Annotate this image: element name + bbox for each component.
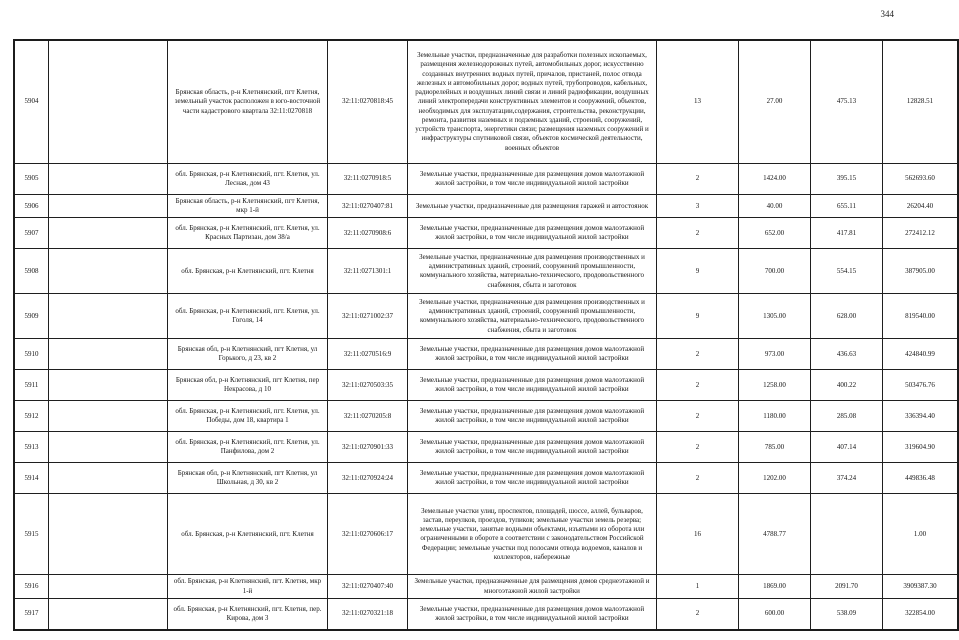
row-number-cell: 5908 [14, 249, 49, 294]
table-row [14, 432, 958, 463]
location-cell: обл. Брянская, р-н Клетнянский, пгт. Клетня, мкр 1-й [168, 575, 328, 598]
table-row [14, 218, 958, 249]
empty-cell [49, 401, 168, 432]
land-use-description-cell: Земельные участки, предназначенные для размещения домов малоэтажной жилой застройки, в том числе индивидуальной жилой застройки [408, 218, 657, 249]
table-row [14, 195, 958, 218]
table-row [14, 249, 958, 294]
count-cell: 2 [657, 463, 739, 494]
cadastral-value-cell: 424840.99 [883, 339, 959, 370]
cadastral-value-cell: 449836.48 [883, 463, 959, 494]
cadastral-table [13, 39, 959, 631]
area-cell: 4788.77 [739, 494, 811, 575]
specific-value-cell: 417.81 [811, 218, 883, 249]
land-use-description-cell: Земельные участки, предназначенные для размещения домов малоэтажной жилой застройки, в том числе индивидуальной жилой застройки [408, 598, 657, 630]
row-number-cell: 5914 [14, 463, 49, 494]
area-cell: 700.00 [739, 249, 811, 294]
land-use-description-cell: Земельные участки улиц, проспектов, площадей, шоссе, аллей, бульваров, застав, переулков, проездов, тупиков; земельные участки земель резерва; земельные участки, занятые водными объектами, изъятыми из оборота или ограниченными в обороте в соответствии с законодательством Российской Федерации; земельные участки под полосами отвода водоемов, каналов и коллекторов, набережные [408, 494, 657, 575]
count-cell: 2 [657, 598, 739, 630]
area-cell: 1180.00 [739, 401, 811, 432]
specific-value-cell: 285.08 [811, 401, 883, 432]
location-cell: обл. Брянская, р-н Клетнянский, пгт. Клетня, ул. Гоголя, 14 [168, 294, 328, 339]
cadastral-number-cell: 32:11:0271002:37 [328, 294, 408, 339]
cadastral-table-wrap [13, 39, 937, 631]
cadastral-number-cell: 32:11:0270918:5 [328, 164, 408, 195]
specific-value-cell: 655.11 [811, 195, 883, 218]
location-cell: Брянская обл, р-н Клетнянский, пгт Клетня, ул Горького, д 23, кв 2 [168, 339, 328, 370]
table-row [14, 164, 958, 195]
row-number-cell: 5906 [14, 195, 49, 218]
empty-cell [49, 195, 168, 218]
cadastral-value-cell: 336394.40 [883, 401, 959, 432]
cadastral-number-cell: 32:11:0270516:9 [328, 339, 408, 370]
location-cell: обл. Брянская, р-н Клетнянский, пгт. Клетня, ул. Победы, дом 18, квартира 1 [168, 401, 328, 432]
cadastral-number-cell: 32:11:0270818:45 [328, 40, 408, 164]
location-cell: Брянская обл, р-н Клетнянский, пгт Клетня, ул Школьная, д 30, кв 2 [168, 463, 328, 494]
row-number-cell: 5905 [14, 164, 49, 195]
empty-cell [49, 463, 168, 494]
location-cell: Брянская область, р-н Клетнянский, пгт Клетня, земельный участок расположен в юго-восточной части кадастрового квартала 32:11:0270818 [168, 40, 328, 164]
cadastral-value-cell: 26204.40 [883, 195, 959, 218]
specific-value-cell: 374.24 [811, 463, 883, 494]
specific-value-cell: 400.22 [811, 370, 883, 401]
location-cell: Брянская обл, р-н Клетнянский, пгт Клетня, пер Некрасова, д 10 [168, 370, 328, 401]
count-cell: 2 [657, 339, 739, 370]
table-row [14, 463, 958, 494]
area-cell: 1202.00 [739, 463, 811, 494]
count-cell: 2 [657, 218, 739, 249]
land-use-description-cell: Земельные участки, предназначенные для размещения гаражей и автостоянок [408, 195, 657, 218]
cadastral-number-cell: 32:11:0270503:35 [328, 370, 408, 401]
empty-cell [49, 339, 168, 370]
empty-cell [49, 432, 168, 463]
cadastral-value-cell: 3909387.30 [883, 575, 959, 598]
cadastral-value-cell: 562693.60 [883, 164, 959, 195]
area-cell: 1305.00 [739, 294, 811, 339]
specific-value-cell: 436.63 [811, 339, 883, 370]
count-cell: 2 [657, 164, 739, 195]
area-cell: 27.00 [739, 40, 811, 164]
cadastral-number-cell: 32:11:0270606:17 [328, 494, 408, 575]
area-cell: 1258.00 [739, 370, 811, 401]
count-cell: 3 [657, 195, 739, 218]
empty-cell [49, 494, 168, 575]
area-cell: 1869.00 [739, 575, 811, 598]
area-cell: 40.00 [739, 195, 811, 218]
count-cell: 9 [657, 249, 739, 294]
land-use-description-cell: Земельные участки, предназначенные для размещения домов малоэтажной жилой застройки, в том числе индивидуальной жилой застройки [408, 432, 657, 463]
cadastral-number-cell: 32:11:0270901:33 [328, 432, 408, 463]
count-cell: 16 [657, 494, 739, 575]
empty-cell [49, 294, 168, 339]
count-cell: 2 [657, 370, 739, 401]
row-number-cell: 5917 [14, 598, 49, 630]
land-use-description-cell: Земельные участки, предназначенные для размещения домов малоэтажной жилой застройки, в том числе индивидуальной жилой застройки [408, 370, 657, 401]
specific-value-cell: 407.14 [811, 432, 883, 463]
empty-cell [49, 370, 168, 401]
specific-value-cell: 475.13 [811, 40, 883, 164]
row-number-cell: 5916 [14, 575, 49, 598]
table-row [14, 401, 958, 432]
row-number-cell: 5912 [14, 401, 49, 432]
location-cell: обл. Брянская, р-н Клетнянский, пгт. Клетня [168, 494, 328, 575]
location-cell: обл. Брянская, р-н Клетнянский, пгт. Клетня, пер. Кирова, дом 3 [168, 598, 328, 630]
empty-cell [49, 40, 168, 164]
row-number-cell: 5909 [14, 294, 49, 339]
cadastral-value-cell: 12828.51 [883, 40, 959, 164]
location-cell: обл. Брянская, р-н Клетнянский, пгт. Клетня [168, 249, 328, 294]
land-use-description-cell: Земельные участки, предназначенные для разработки полезных ископаемых, размещения железнодорожных путей, автомобильных дорог, искусственно созданных внутренних водных путей, причалов, пристаней, полос отвода железных и автомобильных дорог, водных путей, трубопроводов, кабельных, радиорелейных и воздушных линий связи и линий радиофикации, воздушных линий электропередачи конструктивных элементов и сооружений, объектов, необходимых для эксплуатации,содержания, строительства, реконструкции, ремонта, развития наземных и подземных зданий, строений, сооружений, устройств транспорта, энергетики связи; размещения наземных сооружений и инфраструктуры спутниковой связи, объектов космической деятельности, военных объектов [408, 40, 657, 164]
cadastral-value-cell: 319604.90 [883, 432, 959, 463]
area-cell: 652.00 [739, 218, 811, 249]
cadastral-number-cell: 32:11:0271301:1 [328, 249, 408, 294]
cadastral-value-cell: 819540.00 [883, 294, 959, 339]
row-number-cell: 5915 [14, 494, 49, 575]
cadastral-value-cell: 272412.12 [883, 218, 959, 249]
count-cell: 9 [657, 294, 739, 339]
table-row [14, 40, 958, 164]
land-use-description-cell: Земельные участки, предназначенные для размещения домов малоэтажной жилой застройки, в том числе индивидуальной жилой застройки [408, 164, 657, 195]
row-number-cell: 5913 [14, 432, 49, 463]
cadastral-number-cell: 32:11:0270407:81 [328, 195, 408, 218]
specific-value-cell: 554.15 [811, 249, 883, 294]
count-cell: 13 [657, 40, 739, 164]
table-row [14, 575, 958, 598]
location-cell: Брянская область, р-н Клетнянский, пгт Клетня, мкр 1-й [168, 195, 328, 218]
specific-value-cell: 628.00 [811, 294, 883, 339]
row-number-cell: 5904 [14, 40, 49, 164]
count-cell: 2 [657, 432, 739, 463]
page-number: 344 [880, 9, 894, 19]
location-cell: обл. Брянская, р-н Клетнянский, пгт. Клетня, ул. Лесная, дом 43 [168, 164, 328, 195]
cadastral-table-body [14, 40, 958, 630]
specific-value-cell: 2091.70 [811, 575, 883, 598]
row-number-cell: 5911 [14, 370, 49, 401]
cadastral-number-cell: 32:11:0270205:8 [328, 401, 408, 432]
table-row [14, 294, 958, 339]
land-use-description-cell: Земельные участки, предназначенные для размещения домов малоэтажной жилой застройки, в том числе индивидуальной жилой застройки [408, 401, 657, 432]
cadastral-value-cell: 503476.76 [883, 370, 959, 401]
table-row [14, 598, 958, 630]
specific-value-cell [811, 494, 883, 575]
land-use-description-cell: Земельные участки, предназначенные для размещения домов среднеэтажной и многоэтажной жилой застройки [408, 575, 657, 598]
table-row [14, 370, 958, 401]
row-number-cell: 5907 [14, 218, 49, 249]
land-use-description-cell: Земельные участки, предназначенные для размещения производственных и административных зданий, строений, сооружений промышленности, коммунального хозяйства, материально-технического, продовольственного снабжения, сбыта и заготовок [408, 294, 657, 339]
table-row [14, 339, 958, 370]
area-cell: 1424.00 [739, 164, 811, 195]
count-cell: 2 [657, 401, 739, 432]
cadastral-value-cell: 1.00 [883, 494, 959, 575]
cadastral-number-cell: 32:11:0270908:6 [328, 218, 408, 249]
empty-cell [49, 164, 168, 195]
land-use-description-cell: Земельные участки, предназначенные для размещения производственных и административных зданий, строений, сооружений промышленности, коммунального хозяйства, материально-технического, продовольственного снабжения, сбыта и заготовок [408, 249, 657, 294]
cadastral-number-cell: 32:11:0270924:24 [328, 463, 408, 494]
location-cell: обл. Брянская, р-н Клетнянский, пгт. Клетня, ул. Панфилова, дом 2 [168, 432, 328, 463]
area-cell: 973.00 [739, 339, 811, 370]
specific-value-cell: 395.15 [811, 164, 883, 195]
land-use-description-cell: Земельные участки, предназначенные для размещения домов малоэтажной жилой застройки, в том числе индивидуальной жилой застройки [408, 339, 657, 370]
cadastral-value-cell: 387905.00 [883, 249, 959, 294]
empty-cell [49, 598, 168, 630]
cadastral-value-cell: 322854.00 [883, 598, 959, 630]
count-cell: 1 [657, 575, 739, 598]
area-cell: 785.00 [739, 432, 811, 463]
empty-cell [49, 218, 168, 249]
row-number-cell: 5910 [14, 339, 49, 370]
land-use-description-cell: Земельные участки, предназначенные для размещения домов малоэтажной жилой застройки, в том числе индивидуальной жилой застройки [408, 463, 657, 494]
empty-cell [49, 249, 168, 294]
location-cell: обл. Брянская, р-н Клетнянский, пгт. Клетня, ул. Красных Партизан, дом 38/а [168, 218, 328, 249]
table-row [14, 494, 958, 575]
cadastral-number-cell: 32:11:0270407:40 [328, 575, 408, 598]
area-cell: 600.00 [739, 598, 811, 630]
cadastral-number-cell: 32:11:0270321:18 [328, 598, 408, 630]
specific-value-cell: 538.09 [811, 598, 883, 630]
empty-cell [49, 575, 168, 598]
